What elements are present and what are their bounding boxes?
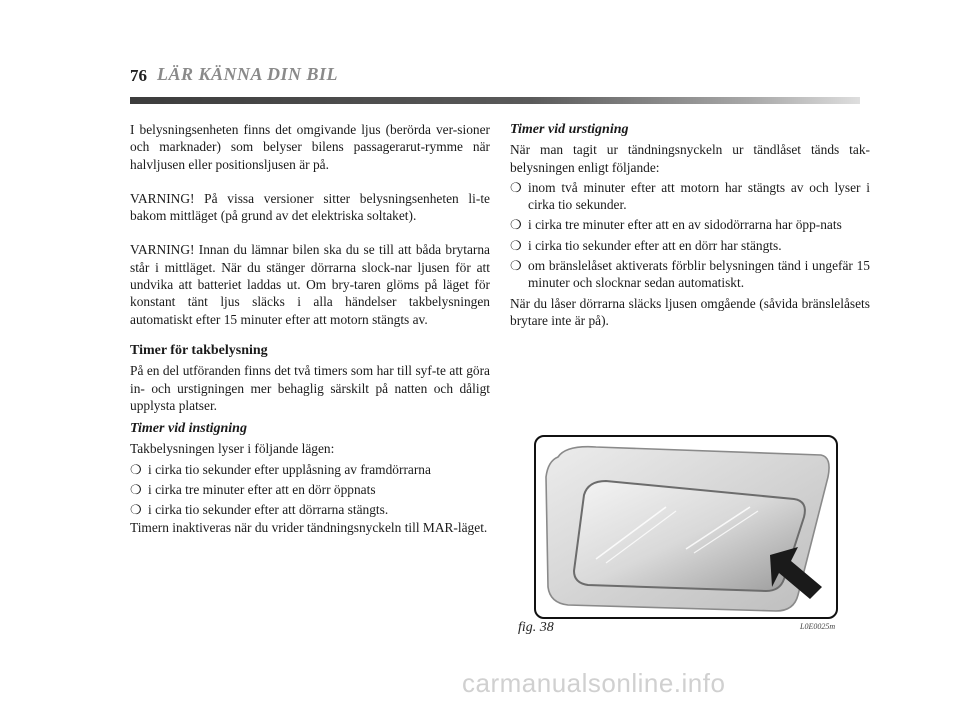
entry-outro: Timern inaktiveras när du vrider tändningsnyckeln till MAR-läget. (130, 519, 488, 535)
list-item: ❍ i cirka tre minuter efter att en av sidodörrarna har öpp-nats (510, 217, 842, 233)
figure-38-illustration (534, 435, 838, 619)
heading-timer: Timer för takbelysning (130, 342, 268, 358)
list-item: ❍ i cirka tre minuter efter att en dörr öppnats (130, 482, 376, 498)
figure-caption: fig. 38 (518, 620, 554, 635)
list-item: ❍ inom två minuter efter att motorn har stängts av och lyser i cirka tio sekunder. (510, 179, 870, 213)
bullet-icon: ❍ (130, 502, 142, 518)
list-item: ❍ i cirka tio sekunder efter upplåsning av framdörrarna (130, 461, 431, 477)
right-column (510, 121, 870, 329)
left-column (130, 121, 490, 536)
paragraph-timers: På en del utföranden finns det två timers som har till syf-te att göra in- och urstigningen mer behaglig särskilt på natten och dåligt upplysta platser. (130, 363, 490, 413)
courtesy-light-lens-icon (536, 437, 836, 617)
bullet-icon: ❍ (130, 461, 142, 477)
running-title: LÄR KÄNNA DIN BIL (157, 64, 339, 84)
subheading-entry-timer: Timer vid instigning (130, 421, 247, 437)
paragraph-warning-position: VARNING! På vissa versioner sitter belysningsenheten li-te bakom mittläget (på grund av det elektriska soltaket). (130, 190, 490, 224)
header-rule (130, 97, 860, 104)
bullet-icon: ❍ (510, 237, 522, 253)
paragraph-warning-switches: VARNING! Innan du lämnar bilen ska du se till att båda brytarna står i mittläget. När du stänger dörrarna slock-nar ljusen för att undvika att batteriet laddas ut. Om bry-taren glöms på läget för konstant tänt ljus släcks i alla händelser takbelysningen automatiskt efter 15 minuter efter att motorn stängts av. (130, 242, 490, 327)
list-item: ❍ i cirka tio sekunder efter att en dörr har stängts. (510, 237, 782, 253)
list-item: ❍ om bränslelåset aktiverats förblir belysningen tänd i ungefär 15 minuter och slocknar sedan automatiskt. (510, 258, 870, 291)
bullet-icon: ❍ (510, 258, 522, 274)
exit-outro: När du låser dörrarna släcks ljusen omgående (såvida bränslelåsets brytare inte är på). (510, 295, 870, 328)
paragraph-ambient-light: I belysningsenheten finns det omgivande ljus (berörda ver-sioner och marknader) som belyser bilens passagerarut-rymme när halvljusen eller positionsljusen är på. (130, 122, 490, 172)
entry-list (130, 461, 490, 519)
bullet-icon: ❍ (510, 179, 522, 195)
entry-intro: Takbelysningen lyser i följande lägen: (130, 441, 335, 457)
figure-code: L0E0025m (800, 622, 836, 631)
subheading-exit-timer: Timer vid urstigning (510, 122, 629, 137)
exit-list (510, 179, 870, 292)
exit-intro: När man tagit ur tändningsnyckeln ur tändlåset tänds tak-belysningen enligt följande: (510, 142, 870, 175)
bullet-icon: ❍ (510, 217, 522, 233)
page-number: 76 (130, 66, 147, 85)
bullet-icon: ❍ (130, 482, 142, 498)
watermark: carmanualsonline.info (462, 668, 726, 698)
list-item: ❍ i cirka tio sekunder efter att dörrarna stängts. (130, 502, 389, 518)
